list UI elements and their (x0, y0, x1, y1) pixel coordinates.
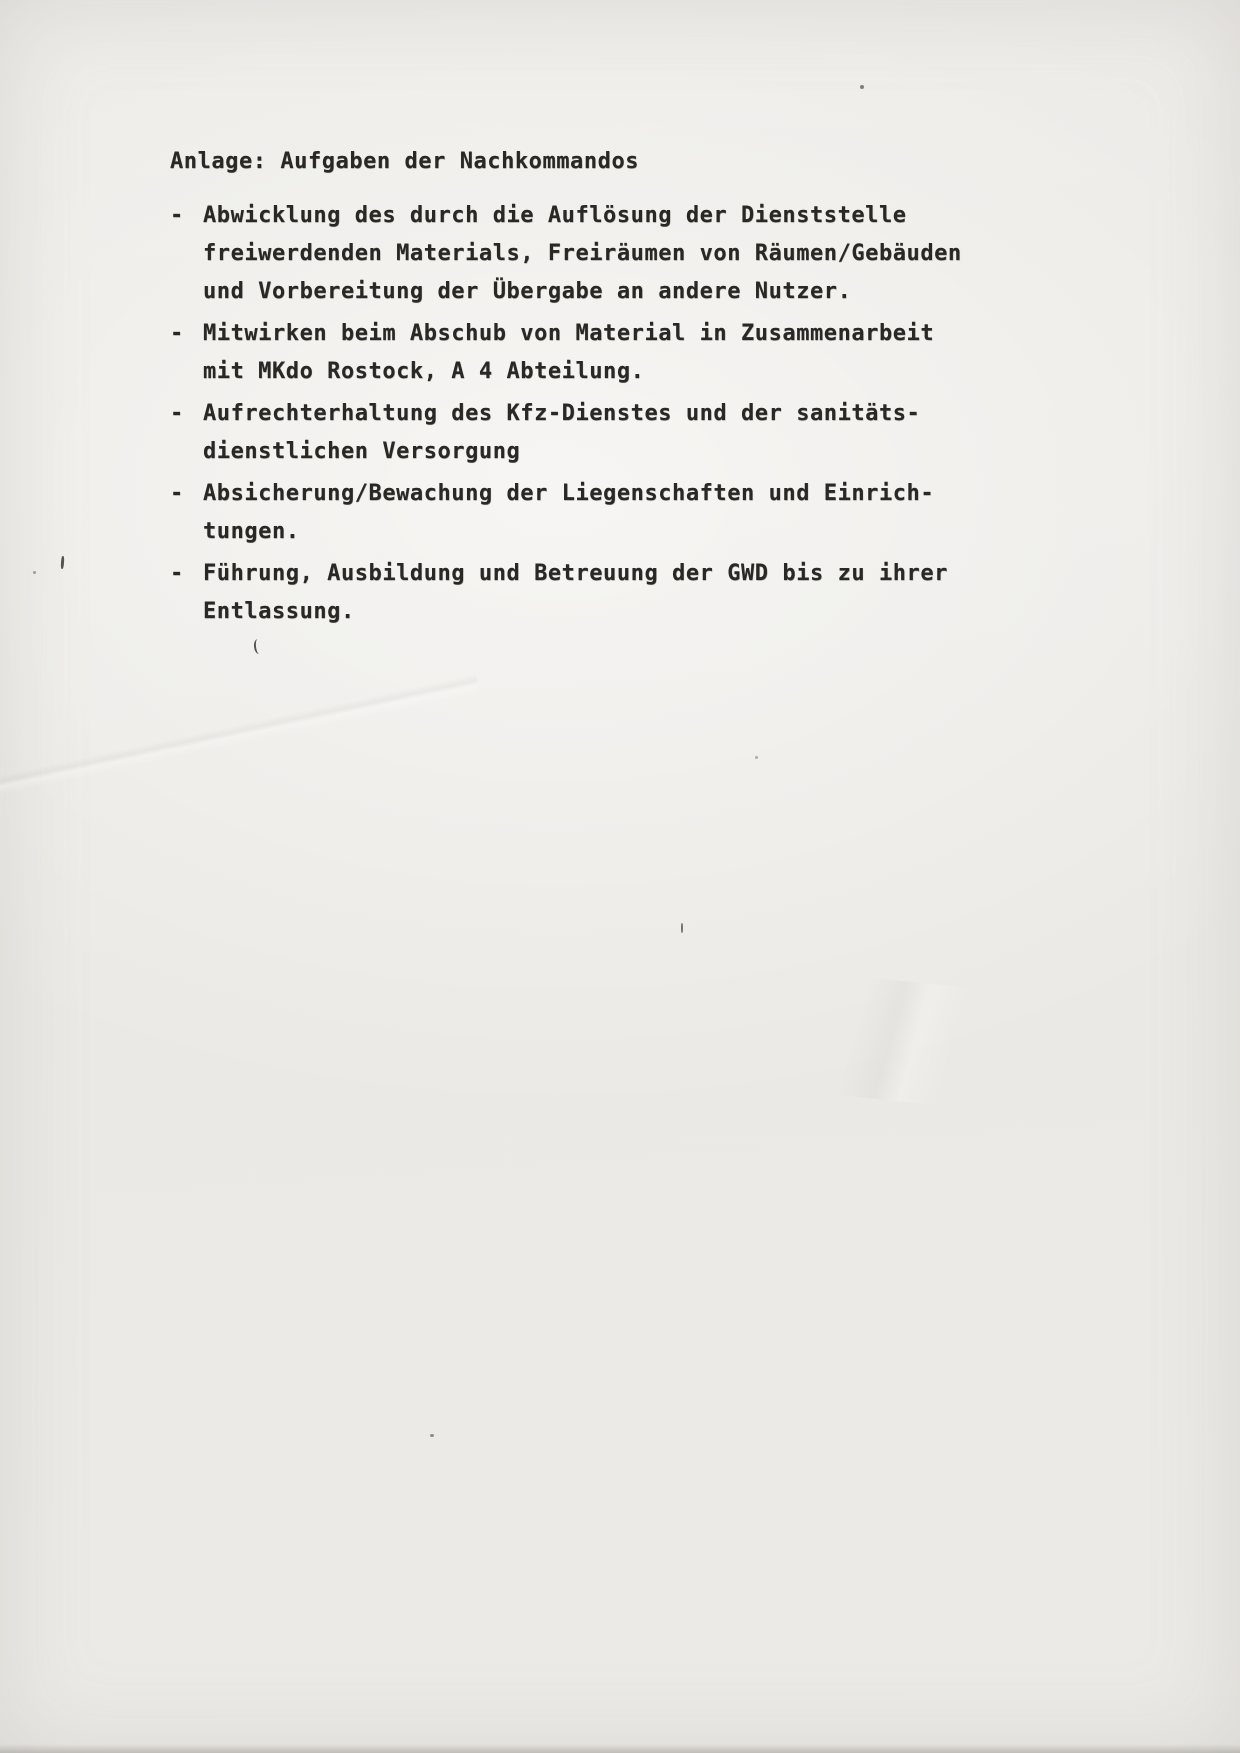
text-line: Entlassung. (203, 599, 355, 624)
page-title: Anlage: Aufgaben der Nachkommandos (170, 149, 640, 174)
scan-speck (33, 571, 36, 574)
scan-speck (860, 85, 864, 89)
text-line: Führung, Ausbildung und Betreuung der GWD bis zu ihrer (203, 561, 948, 586)
list-item-text (203, 475, 1000, 551)
text-line: Absicherung/Bewachung der Liegenschaften und Einrich- (203, 481, 935, 506)
text-line: tungen. (203, 519, 300, 544)
bullet-dash: - (170, 203, 184, 228)
bullet-dash: - (170, 561, 184, 586)
bullet-dash: - (170, 481, 184, 506)
list-item-text (203, 395, 1000, 471)
list-item (170, 475, 1000, 551)
text-line: Abwicklung des durch die Auflösung der Dienststelle (203, 203, 907, 228)
list-item (170, 555, 1000, 631)
list-item (170, 197, 1000, 311)
list-item-text (203, 315, 1000, 391)
scan-speck (430, 1434, 434, 1437)
bullet-dash: - (170, 321, 184, 346)
text-line: Aufrechterhaltung des Kfz-Dienstes und der sanitäts- (203, 401, 921, 426)
text-line: mit MKdo Rostock, A 4 Abteilung. (203, 359, 645, 384)
list-item-text (203, 197, 1000, 311)
scan-speck (755, 756, 758, 759)
document-page (170, 143, 1000, 635)
text-line: freiwerdenden Materials, Freiräumen von Räumen/Gebäuden (203, 241, 962, 266)
text-line: und Vorbereitung der Übergabe an andere Nutzer. (203, 279, 852, 304)
text-line: dienstlichen Versorgung (203, 439, 521, 464)
scan-edge-shadow (0, 1744, 1240, 1753)
list-item (170, 315, 1000, 391)
text-line: Mitwirken beim Abschub von Material in Zusammenarbeit (203, 321, 935, 346)
scan-mark (681, 923, 683, 933)
list-item (170, 395, 1000, 471)
list-item-text (203, 555, 1000, 631)
bullet-dash: - (170, 401, 184, 426)
